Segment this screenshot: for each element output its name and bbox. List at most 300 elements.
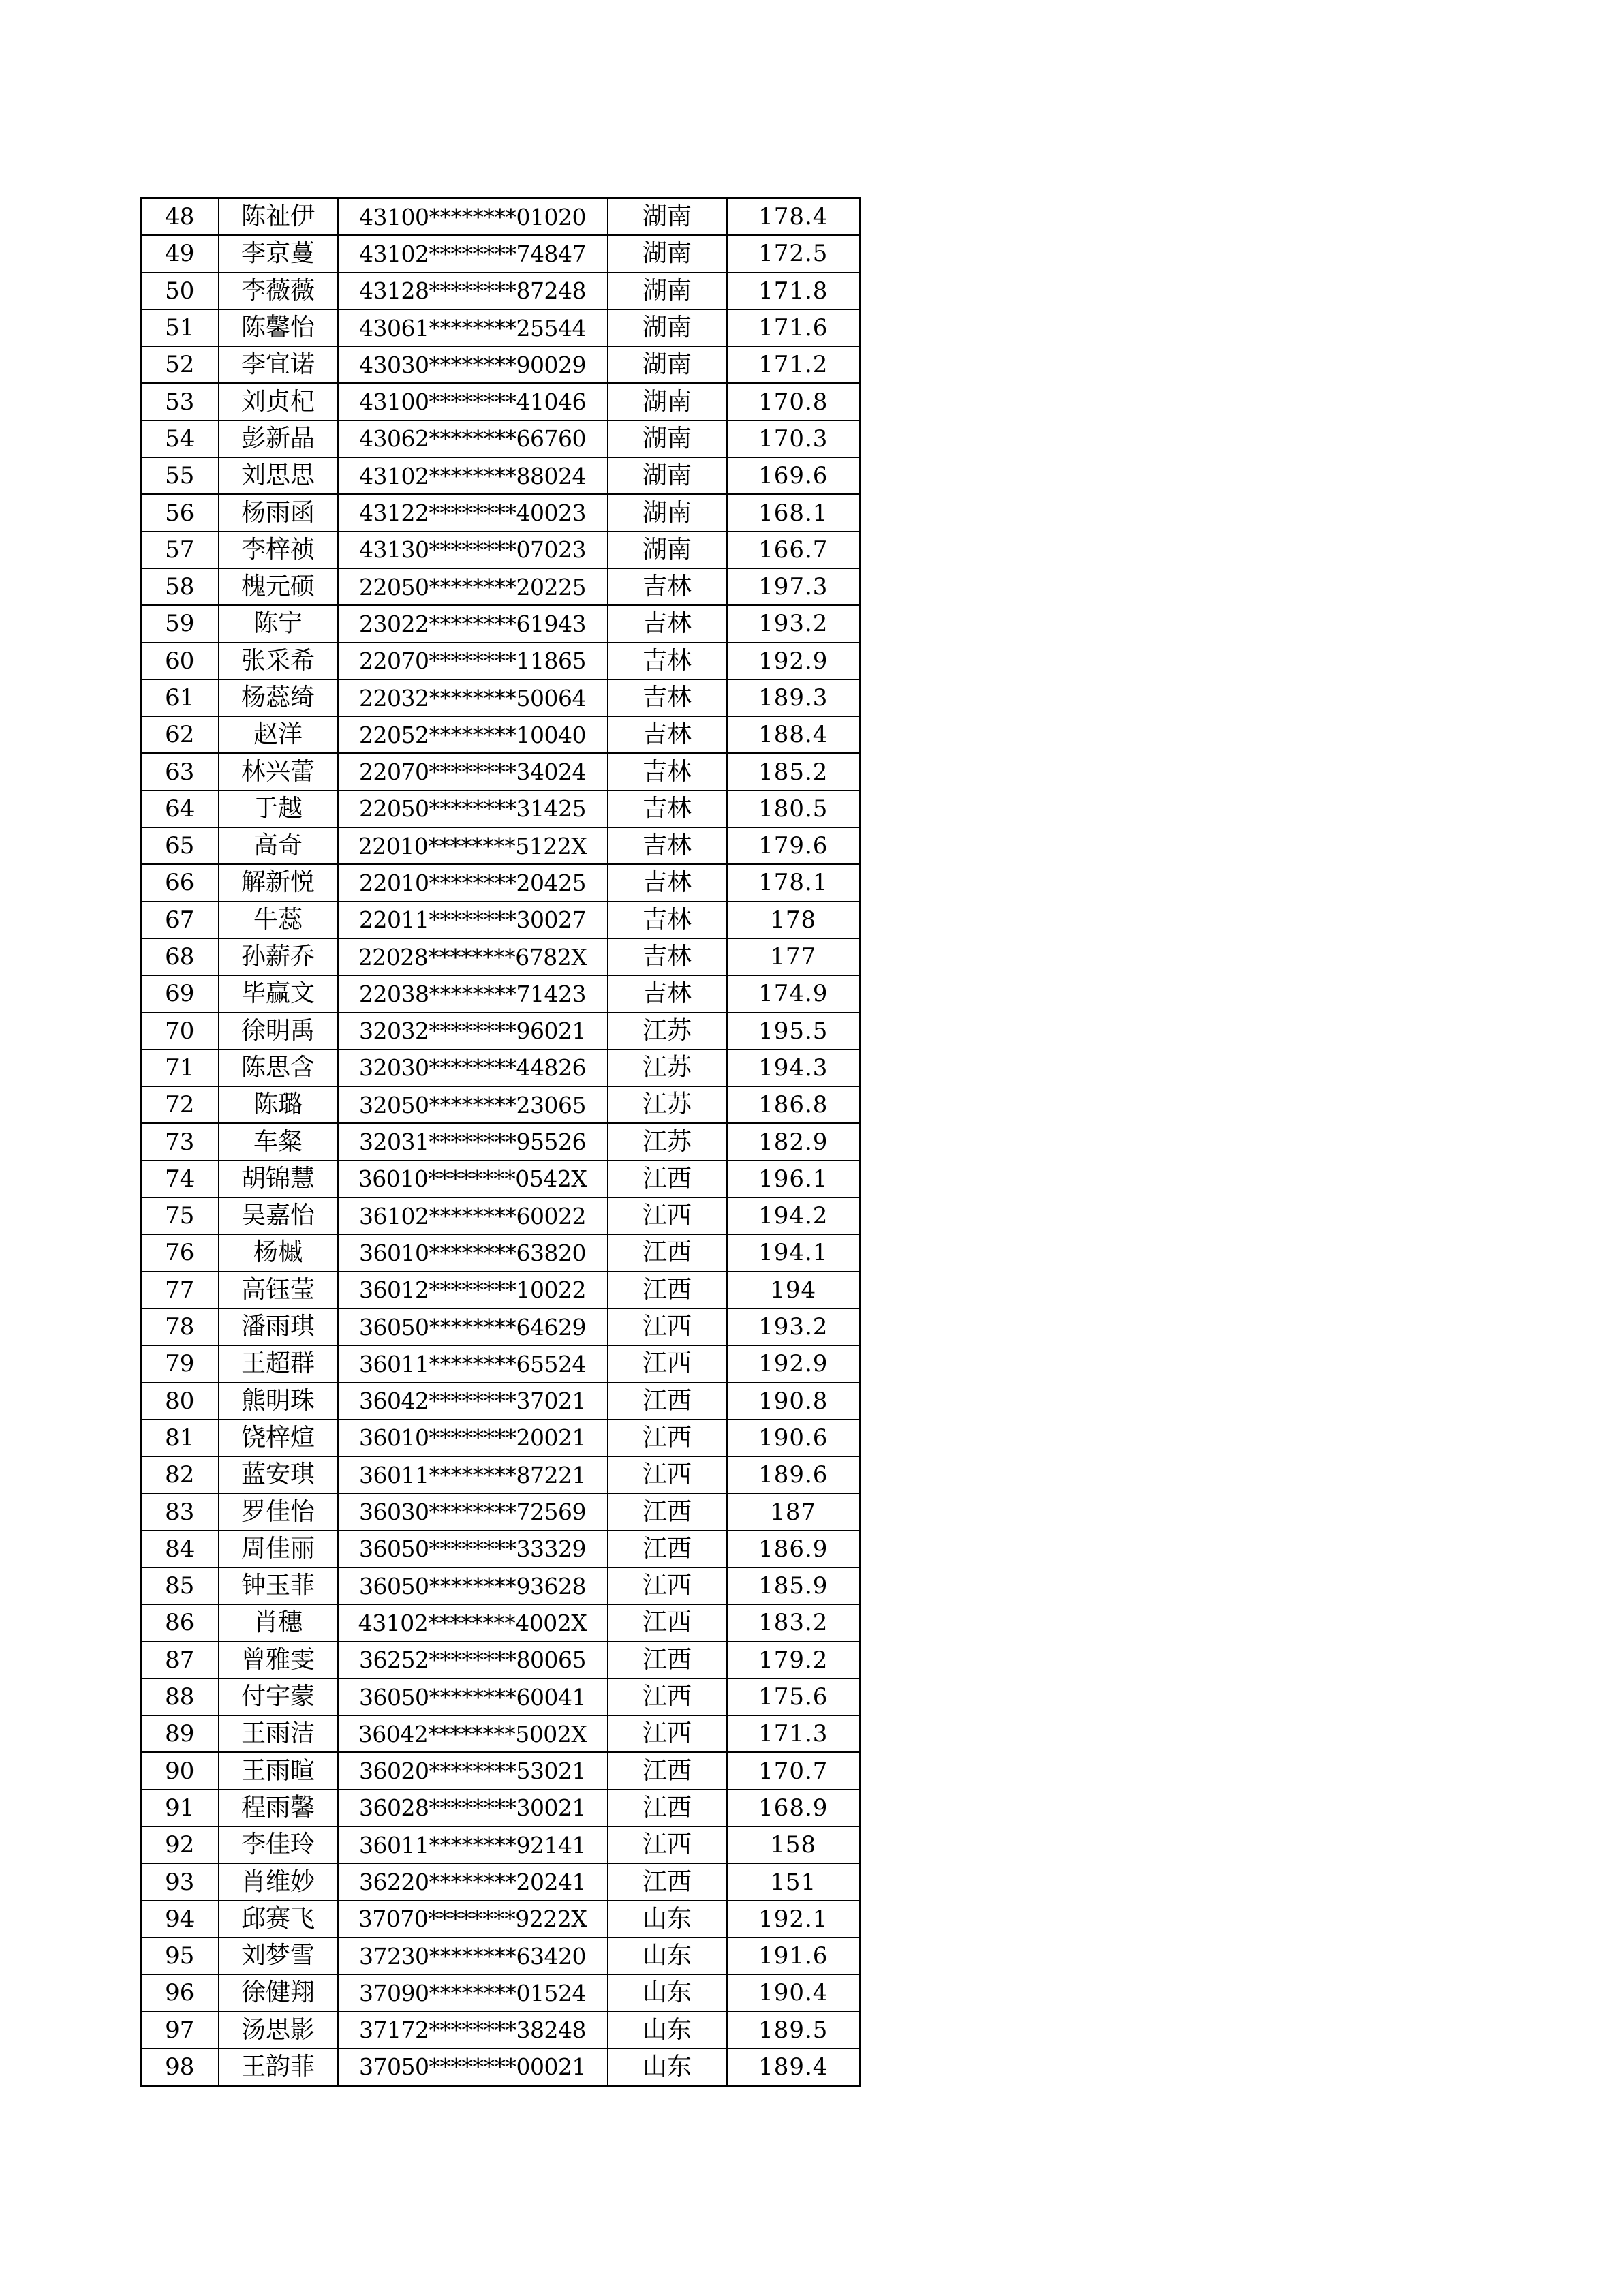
table-row	[141, 902, 861, 938]
id-number-cell: 43102********88024	[338, 457, 608, 494]
score-cell: 192.9	[727, 643, 861, 679]
province-cell: 江西	[608, 1531, 727, 1567]
roster-table	[140, 197, 861, 2087]
name-cell: 程雨馨	[219, 1790, 338, 1826]
name-cell: 高钰莹	[219, 1272, 338, 1308]
score-cell: 171.2	[727, 346, 861, 383]
row-number-cell: 69	[141, 975, 219, 1012]
province-cell: 江西	[608, 1308, 727, 1345]
name-cell: 陈思含	[219, 1050, 338, 1086]
score-cell: 194.3	[727, 1050, 861, 1086]
table-row	[141, 2049, 861, 2086]
table-row	[141, 1531, 861, 1567]
name-cell: 李宜诺	[219, 346, 338, 383]
name-cell: 陈璐	[219, 1086, 338, 1123]
table-row	[141, 2012, 861, 2049]
row-number-cell: 61	[141, 679, 219, 716]
score-cell: 177	[727, 938, 861, 975]
name-cell: 徐健翔	[219, 1974, 338, 2011]
table-row	[141, 864, 861, 901]
id-number-cell: 36050********33329	[338, 1531, 608, 1567]
table-row	[141, 1493, 861, 1530]
row-number-cell: 93	[141, 1863, 219, 1900]
name-cell: 邱赛飞	[219, 1901, 338, 1938]
name-cell: 饶梓煊	[219, 1420, 338, 1456]
id-number-cell: 43122********40023	[338, 494, 608, 531]
id-number-cell: 36220********20241	[338, 1863, 608, 1900]
id-number-cell: 36252********80065	[338, 1642, 608, 1679]
row-number-cell: 62	[141, 716, 219, 753]
score-cell: 185.9	[727, 1567, 861, 1604]
province-cell: 江西	[608, 1234, 727, 1271]
id-number-cell: 32050********23065	[338, 1086, 608, 1123]
table-row	[141, 791, 861, 827]
id-number-cell: 22070********34024	[338, 753, 608, 790]
id-number-cell: 36050********64629	[338, 1308, 608, 1345]
score-cell: 169.6	[727, 457, 861, 494]
table-row	[141, 1161, 861, 1197]
row-number-cell: 78	[141, 1308, 219, 1345]
score-cell: 175.6	[727, 1679, 861, 1715]
province-cell: 江西	[608, 1197, 727, 1234]
row-number-cell: 48	[141, 198, 219, 236]
row-number-cell: 68	[141, 938, 219, 975]
table-row	[141, 383, 861, 420]
name-cell: 钟玉菲	[219, 1567, 338, 1604]
row-number-cell: 95	[141, 1938, 219, 1974]
row-number-cell: 80	[141, 1383, 219, 1420]
table-row	[141, 1567, 861, 1604]
id-number-cell: 37230********63420	[338, 1938, 608, 1974]
province-cell: 湖南	[608, 420, 727, 457]
table-row	[141, 1752, 861, 1789]
name-cell: 熊明珠	[219, 1383, 338, 1420]
province-cell: 吉林	[608, 791, 727, 827]
score-cell: 171.3	[727, 1715, 861, 1752]
row-number-cell: 55	[141, 457, 219, 494]
id-number-cell: 36030********72569	[338, 1493, 608, 1530]
row-number-cell: 58	[141, 568, 219, 605]
row-number-cell: 66	[141, 864, 219, 901]
province-cell: 湖南	[608, 309, 727, 346]
id-number-cell: 36012********10022	[338, 1272, 608, 1308]
score-cell: 188.4	[727, 716, 861, 753]
province-cell: 江西	[608, 1679, 727, 1715]
name-cell: 罗佳怡	[219, 1493, 338, 1530]
province-cell: 江西	[608, 1567, 727, 1604]
province-cell: 江西	[608, 1272, 727, 1308]
name-cell: 王雨洁	[219, 1715, 338, 1752]
score-cell: 193.2	[727, 1308, 861, 1345]
id-number-cell: 36102********60022	[338, 1197, 608, 1234]
score-cell: 151	[727, 1863, 861, 1900]
name-cell: 李佳玲	[219, 1826, 338, 1863]
province-cell: 吉林	[608, 679, 727, 716]
table-row	[141, 679, 861, 716]
province-cell: 江西	[608, 1826, 727, 1863]
table-row	[141, 420, 861, 457]
score-cell: 189.5	[727, 2012, 861, 2049]
table-row	[141, 938, 861, 975]
province-cell: 江西	[608, 1493, 727, 1530]
row-number-cell: 74	[141, 1161, 219, 1197]
province-cell: 江苏	[608, 1050, 727, 1086]
table-row	[141, 1420, 861, 1456]
table-row	[141, 1383, 861, 1420]
province-cell: 江苏	[608, 1013, 727, 1050]
score-cell: 190.4	[727, 1974, 861, 2011]
province-cell: 江西	[608, 1456, 727, 1493]
province-cell: 吉林	[608, 716, 727, 753]
table-row	[141, 975, 861, 1012]
province-cell: 吉林	[608, 902, 727, 938]
row-number-cell: 91	[141, 1790, 219, 1826]
row-number-cell: 84	[141, 1531, 219, 1567]
name-cell: 周佳丽	[219, 1531, 338, 1567]
row-number-cell: 73	[141, 1123, 219, 1160]
name-cell: 王韵菲	[219, 2049, 338, 2086]
id-number-cell: 37070********9222X	[338, 1901, 608, 1938]
table-row	[141, 1123, 861, 1160]
id-number-cell: 43030********90029	[338, 346, 608, 383]
province-cell: 湖南	[608, 273, 727, 309]
province-cell: 山东	[608, 2049, 727, 2086]
name-cell: 王雨暄	[219, 1752, 338, 1789]
id-number-cell: 22052********10040	[338, 716, 608, 753]
province-cell: 湖南	[608, 532, 727, 568]
province-cell: 山东	[608, 1901, 727, 1938]
id-number-cell: 22032********50064	[338, 679, 608, 716]
id-number-cell: 22038********71423	[338, 975, 608, 1012]
id-number-cell: 22010********20425	[338, 864, 608, 901]
province-cell: 吉林	[608, 975, 727, 1012]
row-number-cell: 49	[141, 235, 219, 272]
name-cell: 刘梦雪	[219, 1938, 338, 1974]
province-cell: 山东	[608, 1974, 727, 2011]
id-number-cell: 36010********20021	[338, 1420, 608, 1456]
name-cell: 林兴蕾	[219, 753, 338, 790]
score-cell: 190.6	[727, 1420, 861, 1456]
score-cell: 190.8	[727, 1383, 861, 1420]
id-number-cell: 32031********95526	[338, 1123, 608, 1160]
name-cell: 陈馨怡	[219, 309, 338, 346]
table-row	[141, 494, 861, 531]
score-cell: 178.1	[727, 864, 861, 901]
table-row	[141, 1345, 861, 1382]
id-number-cell: 37172********38248	[338, 2012, 608, 2049]
name-cell: 孙薪乔	[219, 938, 338, 975]
row-number-cell: 60	[141, 643, 219, 679]
table-row	[141, 1604, 861, 1641]
id-number-cell: 22050********31425	[338, 791, 608, 827]
row-number-cell: 89	[141, 1715, 219, 1752]
name-cell: 徐明禹	[219, 1013, 338, 1050]
row-number-cell: 53	[141, 383, 219, 420]
row-number-cell: 52	[141, 346, 219, 383]
table-row	[141, 1234, 861, 1271]
province-cell: 江西	[608, 1383, 727, 1420]
score-cell: 189.4	[727, 2049, 861, 2086]
row-number-cell: 82	[141, 1456, 219, 1493]
province-cell: 江西	[608, 1161, 727, 1197]
score-cell: 174.9	[727, 975, 861, 1012]
id-number-cell: 37090********01524	[338, 1974, 608, 2011]
score-cell: 158	[727, 1826, 861, 1863]
name-cell: 潘雨琪	[219, 1308, 338, 1345]
name-cell: 李京蔓	[219, 235, 338, 272]
table-row	[141, 1086, 861, 1123]
row-number-cell: 75	[141, 1197, 219, 1234]
score-cell: 195.5	[727, 1013, 861, 1050]
province-cell: 江西	[608, 1715, 727, 1752]
id-number-cell: 22010********5122X	[338, 827, 608, 864]
row-number-cell: 97	[141, 2012, 219, 2049]
row-number-cell: 72	[141, 1086, 219, 1123]
id-number-cell: 36010********0542X	[338, 1161, 608, 1197]
name-cell: 李薇薇	[219, 273, 338, 309]
score-cell: 185.2	[727, 753, 861, 790]
roster-body	[141, 198, 861, 2086]
name-cell: 高奇	[219, 827, 338, 864]
row-number-cell: 59	[141, 605, 219, 642]
id-number-cell: 36042********5002X	[338, 1715, 608, 1752]
score-cell: 193.2	[727, 605, 861, 642]
row-number-cell: 65	[141, 827, 219, 864]
table-row	[141, 1790, 861, 1826]
table-row	[141, 198, 861, 236]
table-row	[141, 1642, 861, 1679]
score-cell: 171.6	[727, 309, 861, 346]
row-number-cell: 54	[141, 420, 219, 457]
name-cell: 王超群	[219, 1345, 338, 1382]
id-number-cell: 43062********66760	[338, 420, 608, 457]
table-row	[141, 1197, 861, 1234]
score-cell: 192.1	[727, 1901, 861, 1938]
score-cell: 172.5	[727, 235, 861, 272]
score-cell: 170.7	[727, 1752, 861, 1789]
row-number-cell: 76	[141, 1234, 219, 1271]
table-row	[141, 1308, 861, 1345]
province-cell: 吉林	[608, 568, 727, 605]
name-cell: 毕赢文	[219, 975, 338, 1012]
table-row	[141, 273, 861, 309]
row-number-cell: 79	[141, 1345, 219, 1382]
name-cell: 槐元硕	[219, 568, 338, 605]
table-row	[141, 1863, 861, 1900]
id-number-cell: 43128********87248	[338, 273, 608, 309]
score-cell: 171.8	[727, 273, 861, 309]
table-row	[141, 1974, 861, 2011]
table-row	[141, 716, 861, 753]
province-cell: 湖南	[608, 383, 727, 420]
score-cell: 187	[727, 1493, 861, 1530]
score-cell: 182.9	[727, 1123, 861, 1160]
id-number-cell: 36042********37021	[338, 1383, 608, 1420]
score-cell: 194	[727, 1272, 861, 1308]
province-cell: 江西	[608, 1790, 727, 1826]
province-cell: 湖南	[608, 457, 727, 494]
id-number-cell: 36011********92141	[338, 1826, 608, 1863]
row-number-cell: 85	[141, 1567, 219, 1604]
province-cell: 湖南	[608, 346, 727, 383]
name-cell: 曾雅雯	[219, 1642, 338, 1679]
province-cell: 江苏	[608, 1086, 727, 1123]
id-number-cell: 43100********41046	[338, 383, 608, 420]
name-cell: 付宇蒙	[219, 1679, 338, 1715]
name-cell: 彭新晶	[219, 420, 338, 457]
row-number-cell: 57	[141, 532, 219, 568]
province-cell: 吉林	[608, 864, 727, 901]
row-number-cell: 81	[141, 1420, 219, 1456]
province-cell: 山东	[608, 2012, 727, 2049]
table-row	[141, 346, 861, 383]
name-cell: 刘思思	[219, 457, 338, 494]
score-cell: 197.3	[727, 568, 861, 605]
name-cell: 杨槭	[219, 1234, 338, 1271]
id-number-cell: 36020********53021	[338, 1752, 608, 1789]
score-cell: 194.1	[727, 1234, 861, 1271]
table-row	[141, 1938, 861, 1974]
province-cell: 湖南	[608, 494, 727, 531]
row-number-cell: 70	[141, 1013, 219, 1050]
id-number-cell: 22050********20225	[338, 568, 608, 605]
score-cell: 183.2	[727, 1604, 861, 1641]
province-cell: 江西	[608, 1863, 727, 1900]
table-row	[141, 1715, 861, 1752]
score-cell: 186.8	[727, 1086, 861, 1123]
name-cell: 车粲	[219, 1123, 338, 1160]
name-cell: 张采希	[219, 643, 338, 679]
score-cell: 189.6	[727, 1456, 861, 1493]
row-number-cell: 83	[141, 1493, 219, 1530]
score-cell: 170.8	[727, 383, 861, 420]
score-cell: 168.9	[727, 1790, 861, 1826]
table-row	[141, 309, 861, 346]
row-number-cell: 94	[141, 1901, 219, 1938]
name-cell: 蓝安琪	[219, 1456, 338, 1493]
table-row	[141, 1826, 861, 1863]
name-cell: 刘贞杞	[219, 383, 338, 420]
score-cell: 192.9	[727, 1345, 861, 1382]
table-row	[141, 605, 861, 642]
id-number-cell: 43100********01020	[338, 198, 608, 236]
table-row	[141, 532, 861, 568]
name-cell: 吴嘉怡	[219, 1197, 338, 1234]
table-row	[141, 1679, 861, 1715]
score-cell: 191.6	[727, 1938, 861, 1974]
province-cell: 江西	[608, 1345, 727, 1382]
table-row	[141, 827, 861, 864]
id-number-cell: 36011********87221	[338, 1456, 608, 1493]
name-cell: 肖穗	[219, 1604, 338, 1641]
id-number-cell: 43102********4002X	[338, 1604, 608, 1641]
score-cell: 180.5	[727, 791, 861, 827]
id-number-cell: 43102********74847	[338, 235, 608, 272]
id-number-cell: 36050********93628	[338, 1567, 608, 1604]
row-number-cell: 63	[141, 753, 219, 790]
province-cell: 吉林	[608, 753, 727, 790]
province-cell: 湖南	[608, 235, 727, 272]
row-number-cell: 64	[141, 791, 219, 827]
name-cell: 陈宁	[219, 605, 338, 642]
name-cell: 赵洋	[219, 716, 338, 753]
name-cell: 汤思影	[219, 2012, 338, 2049]
row-number-cell: 87	[141, 1642, 219, 1679]
id-number-cell: 43061********25544	[338, 309, 608, 346]
id-number-cell: 22070********11865	[338, 643, 608, 679]
id-number-cell: 37050********00021	[338, 2049, 608, 2086]
province-cell: 江西	[608, 1604, 727, 1641]
name-cell: 杨蕊绮	[219, 679, 338, 716]
table-row	[141, 1272, 861, 1308]
id-number-cell: 36028********30021	[338, 1790, 608, 1826]
score-cell: 179.6	[727, 827, 861, 864]
name-cell: 于越	[219, 791, 338, 827]
id-number-cell: 32032********96021	[338, 1013, 608, 1050]
score-cell: 194.2	[727, 1197, 861, 1234]
score-cell: 168.1	[727, 494, 861, 531]
name-cell: 李梓祯	[219, 532, 338, 568]
score-cell: 170.3	[727, 420, 861, 457]
province-cell: 湖南	[608, 198, 727, 236]
id-number-cell: 36010********63820	[338, 1234, 608, 1271]
score-cell: 196.1	[727, 1161, 861, 1197]
id-number-cell: 32030********44826	[338, 1050, 608, 1086]
id-number-cell: 36050********60041	[338, 1679, 608, 1715]
name-cell: 牛蕊	[219, 902, 338, 938]
table-row	[141, 753, 861, 790]
row-number-cell: 86	[141, 1604, 219, 1641]
row-number-cell: 96	[141, 1974, 219, 2011]
name-cell: 杨雨函	[219, 494, 338, 531]
score-cell: 178	[727, 902, 861, 938]
row-number-cell: 50	[141, 273, 219, 309]
score-cell: 186.9	[727, 1531, 861, 1567]
table-row	[141, 1013, 861, 1050]
province-cell: 江西	[608, 1642, 727, 1679]
table-row	[141, 235, 861, 272]
name-cell: 肖维妙	[219, 1863, 338, 1900]
province-cell: 江西	[608, 1752, 727, 1789]
province-cell: 江苏	[608, 1123, 727, 1160]
row-number-cell: 51	[141, 309, 219, 346]
row-number-cell: 98	[141, 2049, 219, 2086]
row-number-cell: 67	[141, 902, 219, 938]
table-row	[141, 1456, 861, 1493]
table-row	[141, 568, 861, 605]
name-cell: 胡锦慧	[219, 1161, 338, 1197]
province-cell: 吉林	[608, 938, 727, 975]
table-row	[141, 643, 861, 679]
row-number-cell: 88	[141, 1679, 219, 1715]
id-number-cell: 23022********61943	[338, 605, 608, 642]
province-cell: 吉林	[608, 605, 727, 642]
id-number-cell: 22011********30027	[338, 902, 608, 938]
score-cell: 166.7	[727, 532, 861, 568]
id-number-cell: 36011********65524	[338, 1345, 608, 1382]
name-cell: 解新悦	[219, 864, 338, 901]
province-cell: 山东	[608, 1938, 727, 1974]
table-row	[141, 1050, 861, 1086]
province-cell: 吉林	[608, 643, 727, 679]
row-number-cell: 77	[141, 1272, 219, 1308]
score-cell: 189.3	[727, 679, 861, 716]
province-cell: 江西	[608, 1420, 727, 1456]
row-number-cell: 71	[141, 1050, 219, 1086]
score-cell: 179.2	[727, 1642, 861, 1679]
row-number-cell: 92	[141, 1826, 219, 1863]
id-number-cell: 22028********6782X	[338, 938, 608, 975]
